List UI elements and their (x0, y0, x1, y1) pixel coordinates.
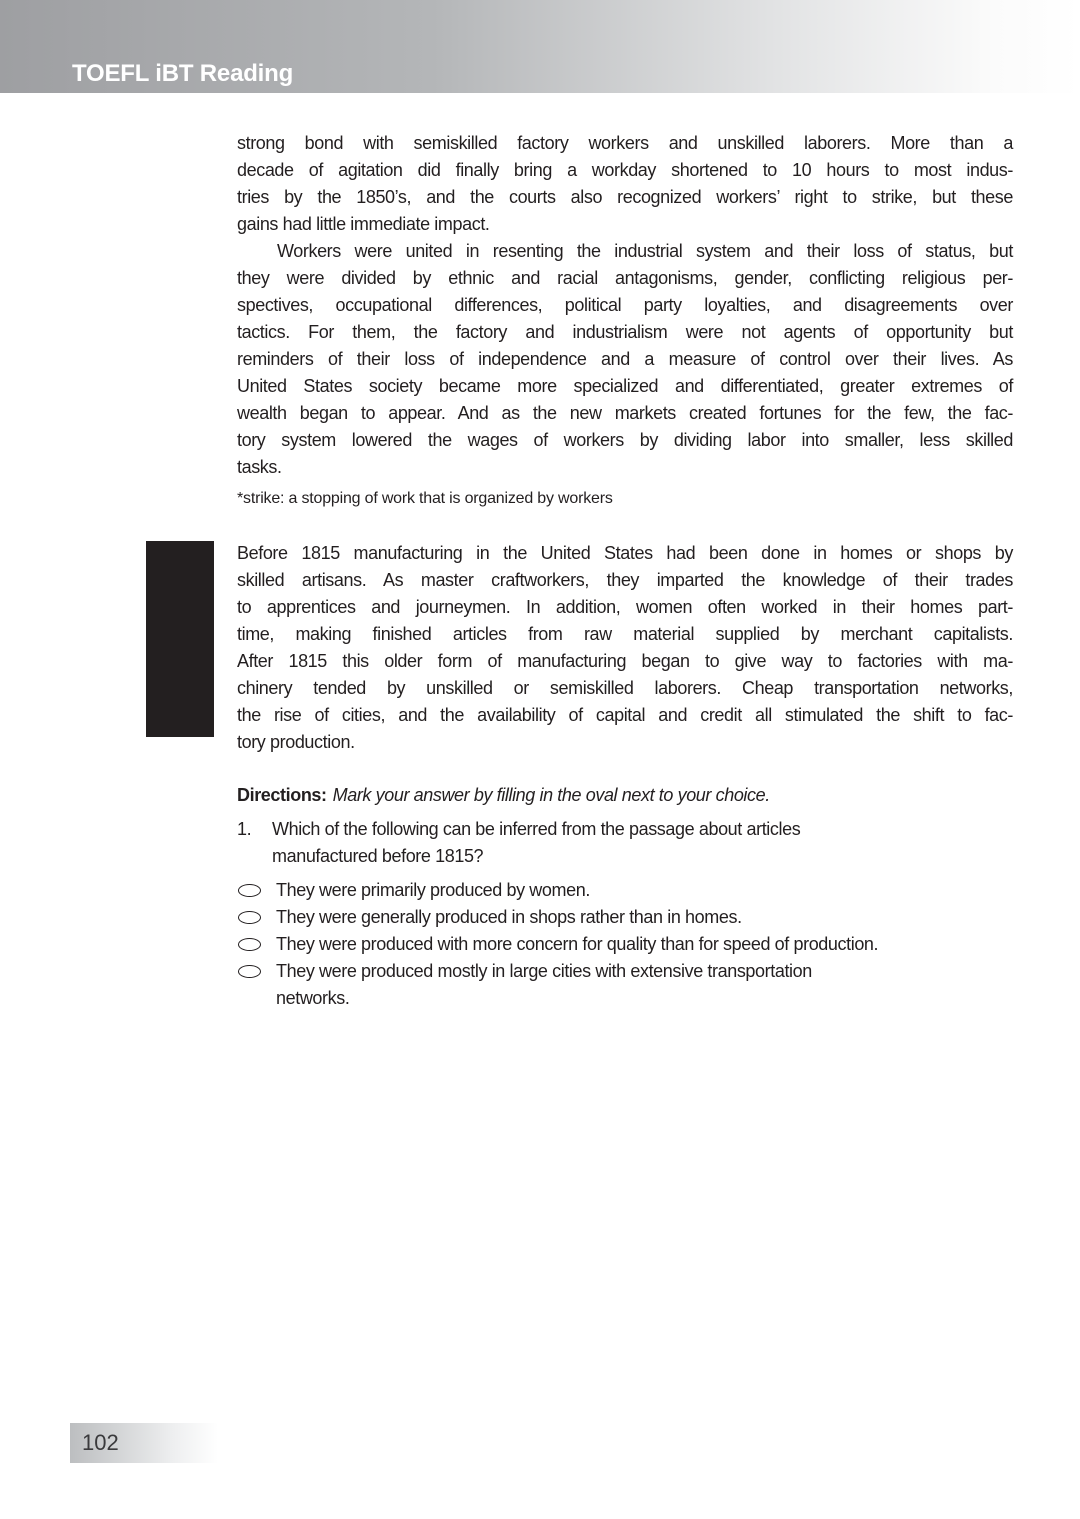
passage-line: reminders of their loss of independence and a measure of control over their lives. As (237, 349, 1013, 369)
answer-choice (237, 931, 1013, 958)
passage-line: Before 1815 manufacturing in the United States had been done in homes or shops by (237, 543, 1013, 563)
text-line: They were produced mostly in large cities with extensive transportation (276, 961, 812, 981)
passage-line: tries by the 1850’s, and the courts also recognized workers’ right to strike, but these (237, 187, 1013, 207)
directions (237, 782, 1013, 809)
answer-choice (237, 877, 1013, 904)
passage-line: wealth began to appear. And as the new markets created fortunes for the few, the fac- (237, 403, 1013, 423)
answer-choice-text (276, 877, 1013, 904)
page-number: 102 (82, 1430, 119, 1455)
passage-line: they were divided by ethnic and racial antagonisms, gender, conflicting religious per- (237, 268, 1013, 288)
passage-line: tory production. (237, 732, 355, 752)
passage-line: to apprentices and journeymen. In addition, women often worked in their homes part- (237, 597, 1013, 617)
passage-line: gains had little immediate impact. (237, 214, 490, 234)
text-line: They were produced with more concern for quality than for speed of production. (276, 934, 879, 954)
header-band (0, 0, 1080, 93)
passage-line: spectives, occupational differences, political party loyalties, and disagreements over (237, 295, 1013, 315)
passage-line: the rise of cities, and the availability of capital and credit all stimulated the shift to fac- (237, 705, 1013, 725)
passage-line: After 1815 this older form of manufacturing began to give way to factories with ma- (237, 651, 1013, 671)
answer-oval-icon[interactable] (238, 938, 261, 951)
passage-line: tory system lowered the wages of workers by dividing labor into smaller, less skilled (237, 430, 1013, 450)
passage-line: Workers were united in resenting the industrial system and their loss of status, but (277, 241, 1013, 261)
answer-choice (237, 958, 1013, 1012)
text-line: They were generally produced in shops rather than in homes. (276, 907, 742, 927)
text-line: manufactured before 1815? (272, 846, 484, 866)
text-line: networks. (276, 988, 350, 1008)
answer-choices (237, 877, 1013, 1012)
passage-line: time, making finished articles from raw material supplied by merchant capitalists. (237, 624, 1013, 644)
passage-line: United States society became more specialized and differentiated, greater extremes of (237, 376, 1013, 396)
text-line: Which of the following can be inferred from the passage about articles (272, 819, 801, 839)
highlight-marker-block (146, 541, 214, 737)
directions-text: Mark your answer by filling in the oval next to your choice. (332, 785, 770, 805)
highlighted-passage (237, 540, 1013, 756)
answer-oval-icon[interactable] (238, 884, 261, 897)
answer-choice-text (276, 931, 1013, 958)
directions-label: Directions: (237, 785, 327, 805)
passage-line: chinery tended by unskilled or semiskilled laborers. Cheap transportation networks, (237, 678, 1013, 698)
text-line: They were primarily produced by women. (276, 880, 590, 900)
answer-choice (237, 904, 1013, 931)
answer-oval-icon[interactable] (238, 911, 261, 924)
passage-line: skilled artisans. As master craftworkers, they imparted the knowledge of their trades (237, 570, 1013, 590)
passage-line: tactics. For them, the factory and industrialism were not agents of opportunity but (237, 322, 1013, 342)
passage-line: tasks. (237, 457, 282, 477)
question-text (272, 816, 800, 870)
passage-line: strong bond with semiskilled factory workers and unskilled laborers. More than a (237, 133, 1013, 153)
answer-choice-text (276, 958, 1013, 1012)
page-title: TOEFL iBT Reading (72, 60, 294, 87)
answer-oval-icon[interactable] (238, 965, 261, 978)
footer-bar (70, 1423, 218, 1463)
question-1 (237, 816, 1013, 870)
answer-choice-text (276, 904, 1013, 931)
passage-continuation (237, 130, 1013, 481)
question-number: 1. (237, 819, 252, 839)
strike-footnote: *strike: a stopping of work that is organized by workers (237, 490, 613, 507)
passage-line: decade of agitation did finally bring a workday shortened to 10 hours to most indus- (237, 160, 1013, 180)
